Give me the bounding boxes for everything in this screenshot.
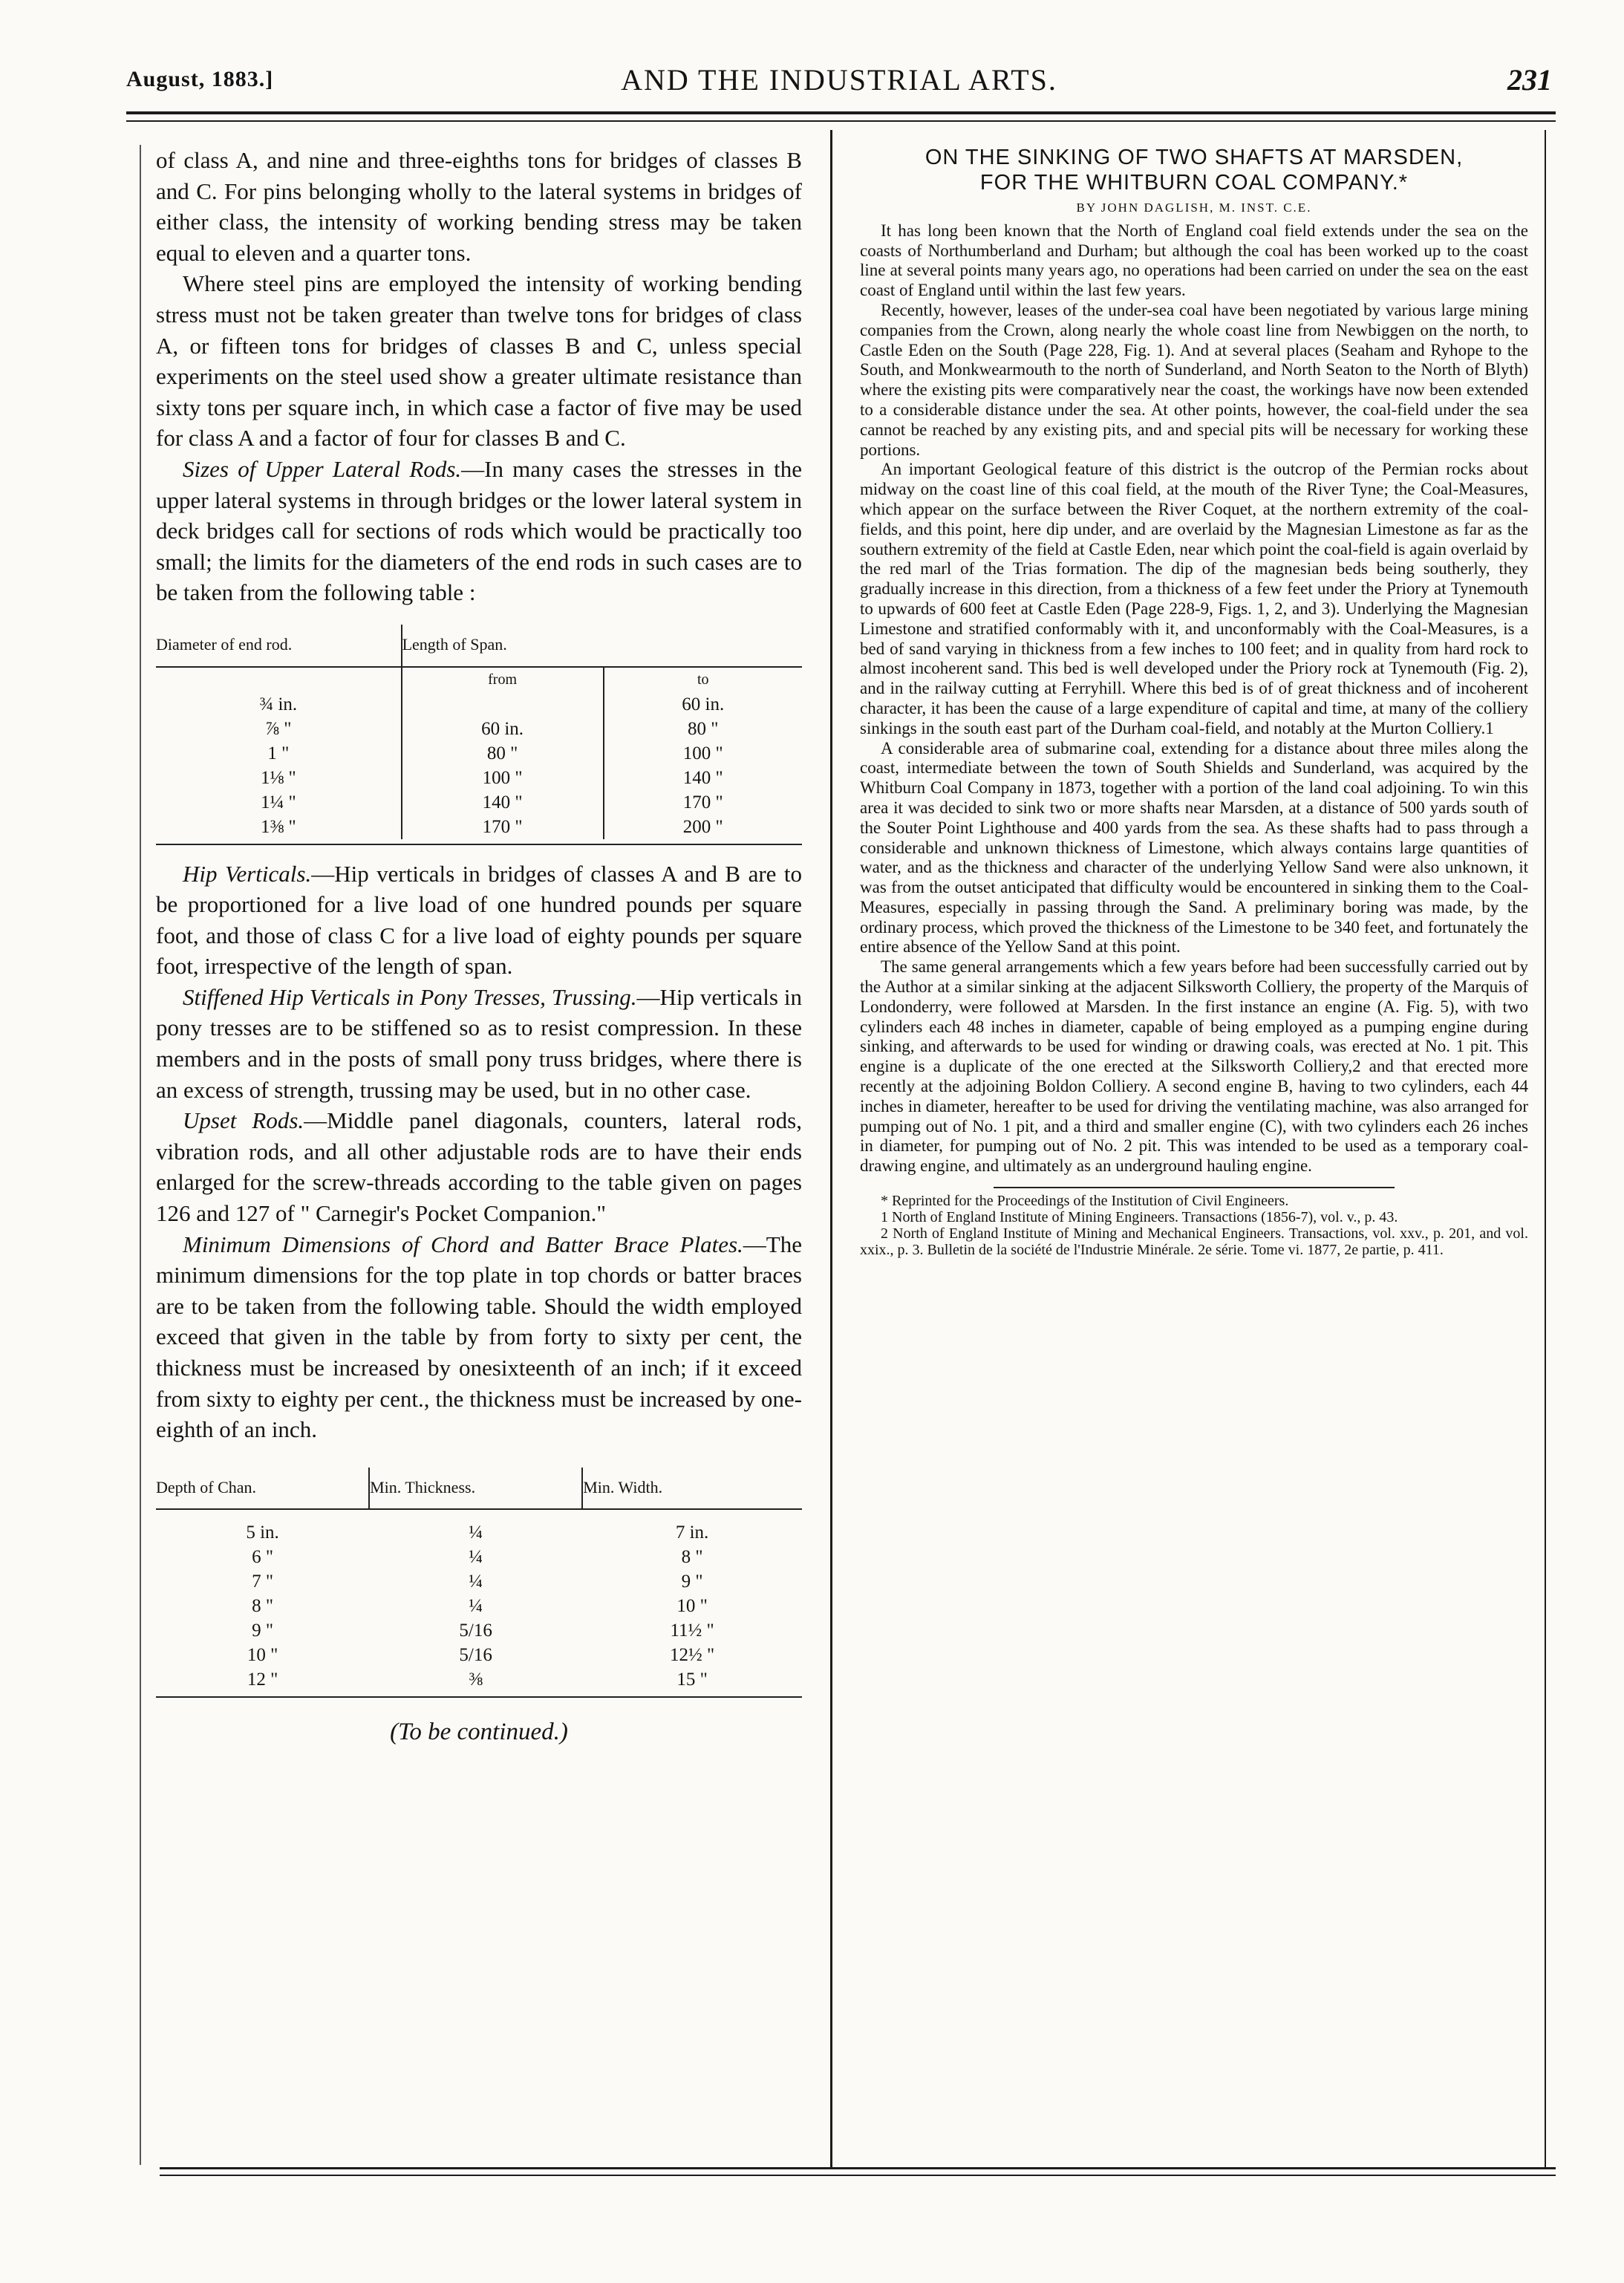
article-title-line-1: ON THE SINKING OF TWO SHAFTS AT MARSDEN,: [924, 146, 1464, 169]
table-row: 7 " ¼ 9 ": [252, 1572, 703, 1592]
section-heading: Upset Rods.: [183, 1107, 304, 1134]
table-row: ¾ in. 60 in.: [156, 692, 802, 717]
table-row: ⅞ " 60 in. 80 ": [156, 717, 802, 741]
table-header: Depth of Chan.: [156, 1468, 369, 1510]
section-heading: Hip Verticals.: [183, 860, 312, 887]
left-column: [156, 145, 802, 1748]
header-journal-title: AND THE INDUSTRIAL ARTS.: [621, 63, 1057, 97]
table-row: 1⅜ " 170 " 200 ": [156, 815, 802, 839]
table-row: 1¼ " 140 " 170 ": [156, 790, 802, 815]
table-subheader: from: [402, 667, 604, 692]
footnote-rule: [994, 1187, 1395, 1188]
footer-rule-thick: [160, 2167, 1556, 2169]
table-row: 6 " ¼ 8 ": [252, 1547, 703, 1568]
footnote: 1 North of England Institute of Mining Engineers. Transactions (1856-7), vol. v., p. 43.: [881, 1209, 1398, 1226]
paragraph: Where steel pins are employed the intensity of working bending stress must not be taken greater than twelve tons for bridges of class A, or fifteen tons for bridges of classes B and C, unless special experiments on the steel used show a greater ultimate resistance than sixty tons per square inch, in which case a factor of five may be used for class A and a factor of four for classes B and C.: [156, 270, 802, 452]
paragraph: Recently, however, leases of the under-sea coal have been negotiated by various large mining companies from the Crown, along nearly the whole coast line from Newbiggen on the north, to Castle Eden on the South (Page 228, Fig. 1). And at several places (Seaham and Ryhope to the South, and Monkwearmouth to the north of Sunderland, and North Seaton to the North of Blyth) where the existing pits were comparatively near the coast, the workings have now been extended to a considerable distance under the sea. At other points, however, the coal-field under the sea cannot be reached by any existing pits, and and special pits will be necessary for working these portions.: [860, 300, 1528, 459]
table-row: 12 " ⅜ 15 ": [247, 1670, 708, 1690]
end-rod-table: [156, 625, 802, 845]
column-divider: [830, 130, 832, 2169]
footnote: 2 North of England Institute of Mining and Mechanical Engineers. Transactions, vol. xxv., p. 201, and vol. xxix., p. 3. Bulletin de la société de l'Industrie Minérale. 2e série. Tome vi. 1877, 2e partie, p. 411.: [860, 1225, 1528, 1259]
paragraph: A considerable area of submarine coal, extending for a distance about three miles along the coast, intermediate between the town of South Shields and Sunderland, was acquired by the Whitburn Coal Company in 1873, together with a portion of the land coal adjoining. To win this area it was decided to sink two or more shafts near Marsden, at a distance of 500 yards south of the Souter Point Lighthouse and 400 yards from the sea. As these shafts had to pass through a considerable and unknown thickness of Limestone, which always contains large quantities of water, and as the thickness and character of the underlying Yellow Sand were also unknown, it was from the outset anticipated that difficulty would be encountered in sinking them to the Coal-Measures, especially in passing through the Sand. A preliminary boring was made, by the ordinary process, which proved the thickness of the Limestone to be 340 feet, and fortunately the entire absence of the Yellow Sand at this point.: [860, 738, 1528, 957]
table-row: 10 " 5/16 12½ ": [247, 1645, 715, 1666]
table-header: Diameter of end rod.: [156, 625, 402, 667]
running-header: [126, 62, 1552, 100]
paragraph: Minimum Dimensions of Chord and Batter Brace Plates.—The minimum dimensions for the top plate in top chords or batter braces are to be taken from the following table. Should the width employed exceed that given in the table by from forty to sixty per cent, the thickness must be increased by onesixteenth of an inch; if it exceed from sixty to eighty per cent., the thickness must be increased by one-eighth of an inch.: [156, 1231, 802, 1443]
paragraph: of class A, and nine and three-eighths tons for bridges of classes B and C. For pins belonging wholly to the lateral systems in bridges of either class, the intensity of working bending stress may be taken equal to eleven and a quarter tons.: [156, 147, 802, 266]
table-row: 8 " ¼ 10 ": [252, 1596, 708, 1617]
table-row: 1 " 80 " 100 ": [156, 741, 802, 766]
table-header: Min. Thickness.: [369, 1468, 582, 1510]
table-header: Length of Span.: [402, 625, 802, 667]
chord-plate-table: [156, 1468, 802, 1699]
right-border-rule: [1545, 130, 1546, 2169]
left-margin-rule: [140, 145, 141, 2165]
table-bottom-rule: [156, 844, 802, 845]
paragraph: Sizes of Upper Lateral Rods.—In many cases the stresses in the upper lateral systems in through bridges or the lower lateral system in deck bridges call for sections of rods which would be practically too small; the limits for the diameters of the end rods in such cases are to be taken from the following table :: [156, 455, 802, 606]
paragraph: Hip Verticals.—Hip verticals in bridges of classes A and B are to be proportioned for a live load of one hundred pounds per square foot, and those of class C for a live load of eighty pounds per square foot, irrespective of the length of span.: [156, 860, 802, 980]
section-heading: Minimum Dimensions of Chord and Batter Brace Plates.: [183, 1231, 743, 1257]
paragraph: Stiffened Hip Verticals in Pony Tresses, Trussing.—Hip verticals in pony tresses are to be stiffened so as to resist compression. In these members and in the posts of small pony truss bridges, where there is an excess of strength, trussing may be used, but in no other case.: [156, 983, 802, 1103]
table-row: 1⅛ " 100 " 140 ": [156, 766, 802, 790]
section-heading: Stiffened Hip Verticals in Pony Tresses, Trussing.: [183, 983, 637, 1010]
table-row: 5 in. ¼ 7 in.: [246, 1522, 709, 1543]
to-be-continued: (To be continued.): [390, 1719, 568, 1746]
table-bottom-rule: [156, 1696, 802, 1698]
paragraph: An important Geological feature of this district is the outcrop of the Permian rocks about midway on the coast line of this coal field, at the mouth of the River Tyne; the Coal-Measures, which appear on the surface between the River Coquet, at the northern extremity of the coal-fields, and this point, here dip under, and are overlaid by the Magnesian Limestone as far as the southern extremity of the field at Castle Eden, near which point the coal-field is again overlaid by the red marl of the Trias formation. The dip of the magnesian beds being southerly, they gradually increase in this direction, from a thickness of a few feet under the Priory at Tynemouth to upwards of 600 feet at Castle Eden (Page 228-9, Figs. 1, 2, and 3). Underlying the Magnesian Limestone and stratified conformably with it, and unconformably with the Coal-Measures, is a bed of sand varying in thickness from a few inches to 100 feet; and in quality from hard rock to almost incoherent sand. This bed is well developed under the Priory rock at Tynemouth (Fig. 2), and in the railway cutting at Ferryhill. Where this bed is of of great thickness and of incoherent character, it has been the cause of a large expenditure of capital and time, at many of the colliery sinkings in the south east part of the Durham coal-field, and notably at the Murton Colliery.1: [860, 460, 1528, 737]
footnote: * Reprinted for the Proceedings of the Institution of Civil Engineers.: [881, 1193, 1289, 1210]
page-number: 231: [1507, 63, 1552, 97]
header-rule-thin: [126, 120, 1556, 122]
article-byline: BY JOHN DAGLISH, M. INST. C.E.: [1076, 201, 1312, 215]
paragraph: It has long been known that the North of England coal field extends under the sea on the coasts of Northumberland and Durham; but although the coal has been worked up to the coast line at several points many years ago, no operations had been carried on under the sea on the east coast of England until within the last few years.: [860, 221, 1528, 300]
section-heading: Sizes of Upper Lateral Rods.: [183, 455, 462, 482]
table-row: 9 " 5/16 11½ ": [252, 1621, 714, 1641]
paragraph: Upset Rods.—Middle panel diagonals, counters, lateral rods, vibration rods, and all other adjustable rods are to have their ends enlarged for the screw-threads according to the table given on pages 126 and 127 of " Carnegir's Pocket Companion.": [156, 1107, 802, 1227]
footer-rule-thin: [160, 2175, 1556, 2176]
table-header: Min. Width.: [582, 1468, 802, 1510]
header-rule-thick: [126, 111, 1556, 114]
article-title-line-2: FOR THE WHITBURN COAL COMPANY.*: [979, 171, 1409, 195]
paragraph: The same general arrangements which a few years before had been successfully carried out by the Author at a similar sinking at the adjacent Silksworth Colliery, the property of the Marquis of Londonderry, were followed at Marsden. In the first instance an engine (A. Fig. 5), with two cylinders each 48 inches in diameter, capable of being employed as a pumping engine during sinking, and afterwards to be used for winding or drawing coals, was erected at No. 1 pit. This engine is a duplicate of the one erected at the Silksworth Colliery,2 and that erected more recently at the adjoining Boldon Colliery. A second engine B, having to two cylinders, each 44 inches in diameter, hereafter to be used for driving the ventilating machine, was also arranged for pumping out of No. 1 pit, and a third and smaller engine (C), with two cylinders each 26 inches in diameter, for pumping out of No. 2 pit. This was intended to be used as a temporary coal-drawing engine, and ultimately as an underground hauling engine.: [860, 957, 1528, 1176]
table-subheader: to: [697, 671, 709, 688]
right-column: [860, 145, 1528, 1258]
header-date: August, 1883.]: [126, 67, 274, 91]
